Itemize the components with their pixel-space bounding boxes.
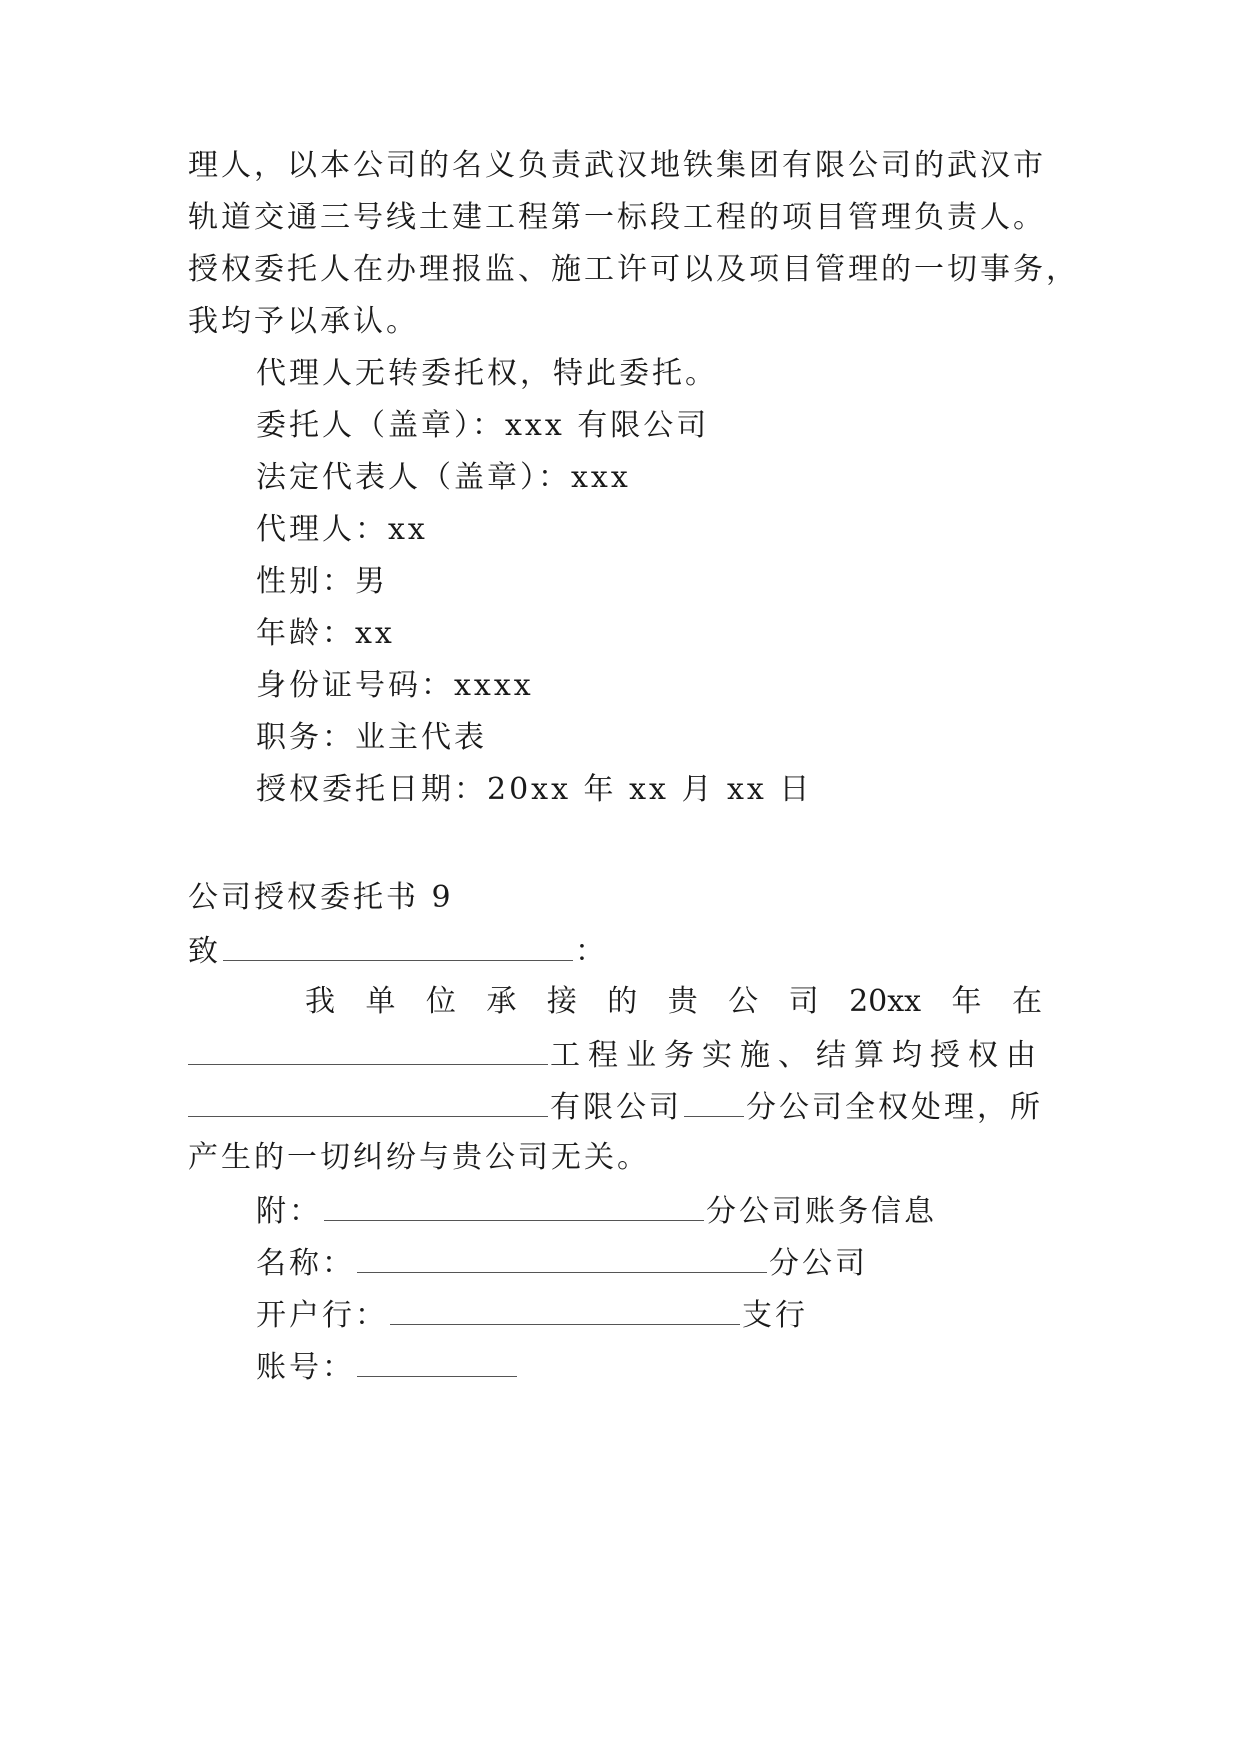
body-word: 公 — [728, 984, 759, 1019]
body-word: 司 — [788, 984, 819, 1019]
field-legal-rep: 法定代表人（盖章）：xxx — [256, 460, 631, 495]
addressee-suffix: ： — [575, 934, 608, 969]
body-word: 位 — [425, 984, 456, 1019]
bank-suffix: 支行 — [742, 1298, 808, 1333]
name-line — [256, 1242, 1126, 1284]
field-gender: 性别：男 — [256, 564, 388, 599]
body-word: 20xx — [849, 984, 922, 1019]
body-word: 贵 — [667, 984, 698, 1019]
body-line-1 — [305, 982, 1042, 1022]
paragraph-line: 理人，以本公司的名义负责武汉地铁集团有限公司的武汉市 — [188, 148, 1046, 183]
name-label: 名称： — [256, 1246, 355, 1281]
body-word: 年 — [951, 984, 982, 1019]
body-line-3 — [188, 1086, 1058, 1128]
bank-label: 开户行： — [256, 1298, 388, 1333]
body-word: 在 — [1012, 984, 1042, 1019]
project-blank — [188, 1034, 548, 1065]
addressee-line — [188, 930, 1058, 972]
attachment-label: 附： — [256, 1194, 322, 1229]
body-line-3-end: 分公司全权处理，所 — [746, 1090, 1043, 1125]
body-line-2-text: 工程业务实施、结算均授权由 — [550, 1038, 1044, 1073]
body-line-3-mid: 有限公司 — [550, 1090, 682, 1125]
no-transfer-statement: 代理人无转委托权，特此委托。 — [256, 356, 718, 391]
body-word: 承 — [486, 984, 517, 1019]
company-blank — [188, 1086, 548, 1117]
paragraph-line: 我均予以承认。 — [188, 304, 419, 339]
bank-line — [256, 1294, 1126, 1336]
body-word: 接 — [546, 984, 577, 1019]
field-principal: 委托人（盖章）：xxx 有限公司 — [256, 408, 710, 443]
field-agent: 代理人：xx — [256, 512, 428, 547]
attachment-line — [256, 1190, 1126, 1232]
field-age: 年龄：xx — [256, 616, 395, 651]
body-word: 的 — [607, 984, 638, 1019]
body-word: 单 — [365, 984, 396, 1019]
branch-blank — [684, 1086, 744, 1117]
account-label: 账号： — [256, 1350, 355, 1385]
paragraph-line: 轨道交通三号线土建工程第一标段工程的项目管理负责人。 — [188, 200, 1046, 235]
account-line — [256, 1346, 1126, 1388]
addressee-prefix: 致 — [188, 934, 221, 969]
letter-title: 公司授权委托书 9 — [188, 880, 454, 915]
body-word: 我 — [305, 984, 335, 1019]
field-date: 授权委托日期：20xx 年 xx 月 xx 日 — [256, 772, 813, 807]
body-line-2 — [188, 1034, 1058, 1076]
name-suffix: 分公司 — [769, 1246, 868, 1281]
name-blank — [357, 1242, 767, 1273]
attachment-blank — [324, 1190, 704, 1221]
attachment-suffix: 分公司账务信息 — [706, 1194, 937, 1229]
account-blank — [357, 1346, 517, 1377]
paragraph-line: 授权委托人在办理报监、施工许可以及项目管理的一切事务， — [188, 252, 1079, 287]
field-position: 职务：业主代表 — [256, 720, 487, 755]
addressee-blank — [223, 930, 573, 961]
body-line-4: 产生的一切纠纷与贵公司无关。 — [188, 1140, 650, 1175]
bank-blank — [390, 1294, 740, 1325]
field-id-number: 身份证号码：xxxx — [256, 668, 534, 703]
